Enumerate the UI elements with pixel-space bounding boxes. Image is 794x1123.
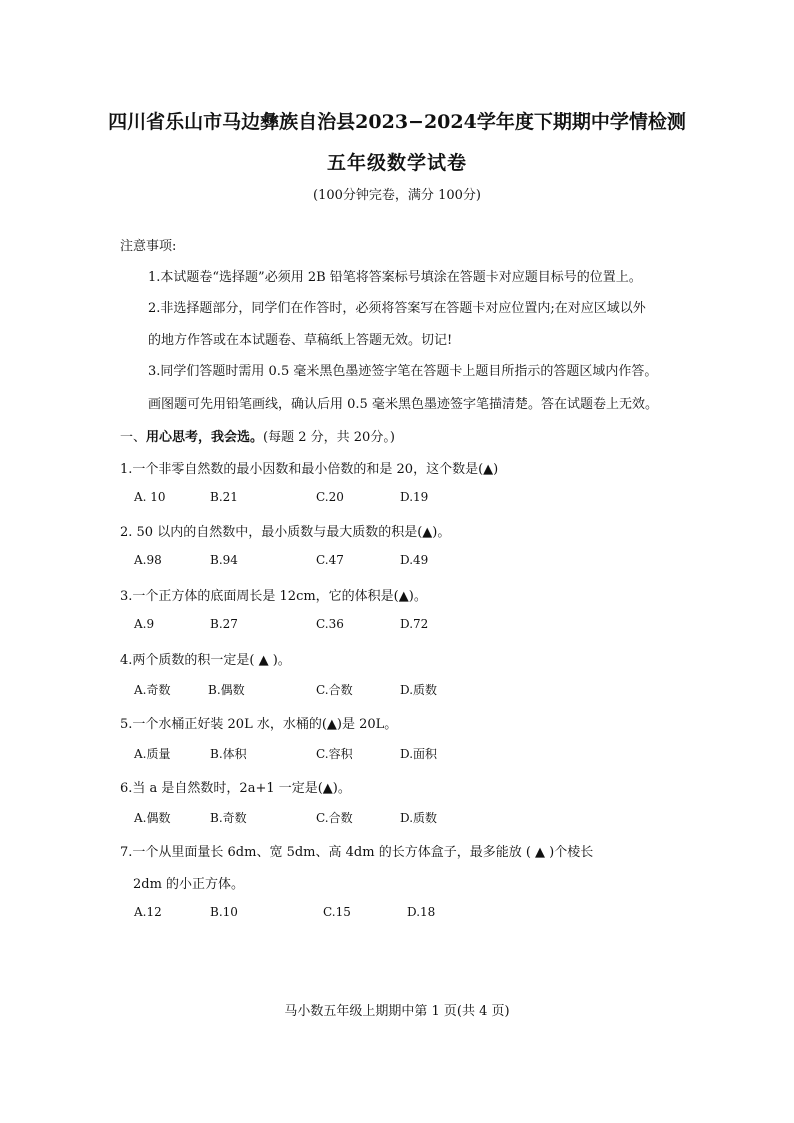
option-c: C.15 [323,905,351,919]
option-d: D.18 [407,905,436,919]
option-b: B.偶数 [208,683,245,697]
section-bold-text: 用心思考，我会选。 [146,430,264,445]
option-b: B.94 [210,553,238,567]
question-2: 2. 50 以内的自然数中，最小质数与最大质数的积是(▲)。 [120,525,451,540]
option-d: D.面积 [400,747,438,761]
option-d: D.质数 [400,683,438,697]
question-4: 4.两个质数的积一定是( ▲ )。 [120,653,291,668]
option-b: B.体积 [210,747,247,761]
option-d: D.49 [400,553,429,567]
option-d: D.质数 [400,811,438,825]
option-b: B.21 [210,490,238,504]
section-prefix: 一、 [120,430,147,445]
option-b: B.10 [210,905,238,919]
question-3-options [0,617,794,635]
option-d: D.19 [400,490,429,504]
section-suffix: (每题 2 分，共 20分。) [263,430,395,445]
option-c: C.合数 [316,683,353,697]
option-a: A.12 [134,905,162,919]
option-c: C.容积 [316,747,353,761]
note-item-3-line2: 画图题可先用铅笔画线，确认后用 0.5 毫米黑色墨迹签字笔描清楚。答在试题卷上无效。 [148,397,658,412]
question-2-options [0,553,794,571]
option-b: B.奇数 [210,811,247,825]
question-7-options [0,905,794,923]
option-c: C.20 [316,490,344,504]
question-7-line2: 2dm 的小正方体。 [133,877,245,892]
note-item-2-line2: 的地方作答或在本试题卷、草稿纸上答题无效。切记! [148,333,453,348]
note-item-1: 1.本试题卷“选择题”必须用 2B 铅笔将答案标号填涂在答题卡对应题目标号的位置上。 [148,270,642,285]
option-c: C.36 [316,617,344,631]
question-5: 5.一个水桶正好装 20L 水，水桶的(▲)是 20L。 [120,717,398,732]
option-a: A.质量 [134,747,171,761]
section-1-heading [120,426,395,445]
note-item-3-line1: 3.同学们答题时需用 0.5 毫米黑色墨迹签字笔在答题卡上题目所指示的答题区域内作答。 [148,364,658,379]
question-1: 1.一个非零自然数的最小因数和最小倍数的和是 20，这个数是(▲) [120,462,499,477]
option-a: A.9 [134,617,155,631]
exam-title-line1: 四川省乐山市马边彝族自治县2023−2024学年度下期期中学情检测 [108,111,686,133]
exam-title-line2: 五年级数学试卷 [326,152,467,174]
option-d: D.72 [400,617,429,631]
option-a: A.98 [134,553,162,567]
option-a: A.奇数 [134,683,171,697]
option-c: C.47 [316,553,344,567]
question-3: 3.一个正方体的底面周长是 12cm，它的体积是(▲)。 [120,589,427,604]
exam-subtitle: (100分钟完卷，满分 100分) [313,188,481,203]
option-b: B.27 [210,617,238,631]
option-a: A. 10 [134,490,166,504]
page-footer: 马小数五年级上期期中第 1 页(共 4 页) [284,1004,510,1019]
question-5-options [0,745,794,763]
option-a: A.偶数 [134,811,171,825]
notes-heading: 注意事项: [120,239,177,254]
question-6-options [0,809,794,827]
question-7: 7.一个从里面量长 6dm、宽 5dm、高 4dm 的长方体盒子，最多能放 ( ▲ )个棱长 [120,845,594,860]
option-c: C.合数 [316,811,353,825]
question-6: 6.当 a 是自然数时，2a+1 一定是(▲)。 [120,781,351,796]
question-4-options [0,681,794,699]
note-item-2-line1: 2.非选择题部分，同学们在作答时，必须将答案写在答题卡对应位置内;在对应区域以外 [148,301,646,316]
question-1-options [0,490,794,508]
